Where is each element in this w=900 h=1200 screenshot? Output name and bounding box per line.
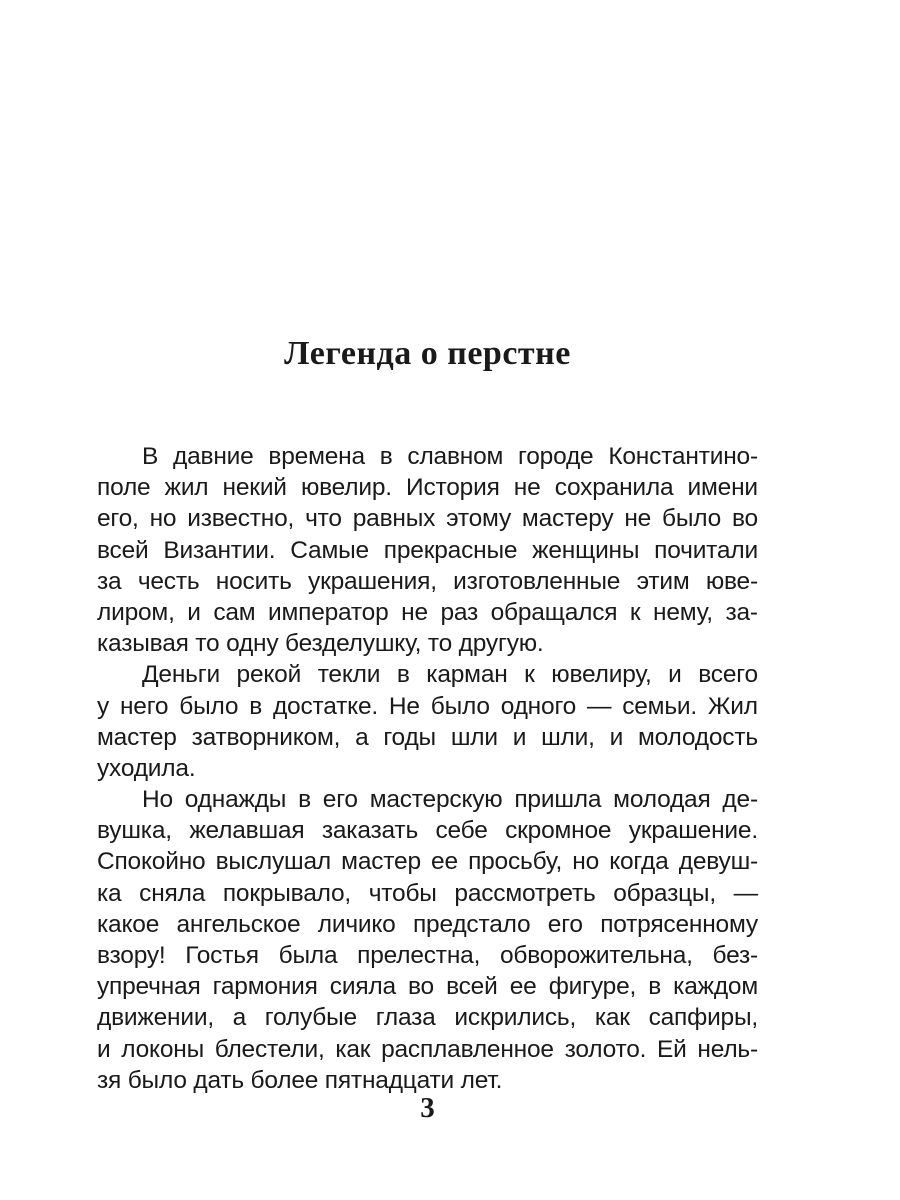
text-line: казывая то одну безделушку, то другую. bbox=[97, 630, 544, 658]
word: сам bbox=[213, 598, 256, 626]
text-line bbox=[142, 441, 758, 472]
word: была bbox=[278, 942, 338, 969]
word: как bbox=[594, 1004, 630, 1032]
text-line bbox=[97, 1034, 758, 1065]
word: и bbox=[97, 1035, 111, 1063]
word: изготовленные bbox=[453, 567, 621, 595]
word: Не bbox=[388, 692, 420, 720]
text-line bbox=[97, 503, 758, 534]
word: желавшая bbox=[189, 817, 305, 845]
word: фигуре, bbox=[548, 973, 637, 1001]
word: девуш- bbox=[678, 848, 758, 876]
text-line bbox=[97, 722, 758, 753]
word: взору! bbox=[97, 942, 166, 969]
text-line: зя было дать более пятнадцати лет. bbox=[97, 1066, 503, 1094]
word: прекрасные bbox=[383, 536, 518, 564]
body-text bbox=[97, 441, 758, 1096]
word: и bbox=[668, 661, 682, 689]
word: карман bbox=[426, 661, 508, 689]
word: всей bbox=[446, 973, 498, 1001]
word: ювелир. bbox=[300, 474, 392, 502]
word: Но bbox=[142, 786, 173, 814]
word: его bbox=[547, 910, 583, 938]
word: этому bbox=[446, 505, 512, 533]
word: давние bbox=[172, 443, 254, 470]
word: чтобы bbox=[368, 879, 437, 907]
word: обворожительна, bbox=[499, 942, 693, 969]
word: сапфиры, bbox=[648, 1004, 758, 1032]
text-line bbox=[97, 971, 758, 1002]
word: было bbox=[179, 692, 239, 720]
word: глаза bbox=[375, 1004, 436, 1032]
word: почитали bbox=[654, 536, 758, 564]
word: одного bbox=[500, 692, 577, 720]
word: у bbox=[97, 692, 110, 720]
word: мастеру bbox=[521, 505, 614, 533]
text-line bbox=[142, 659, 758, 690]
word: образцы, bbox=[613, 879, 716, 907]
word: личико bbox=[317, 910, 396, 938]
word: Гостья bbox=[185, 942, 259, 969]
word: нель- bbox=[697, 1035, 758, 1063]
word: за- bbox=[725, 598, 758, 626]
word: де- bbox=[722, 786, 758, 814]
word: всей bbox=[97, 536, 149, 564]
word: но bbox=[149, 505, 177, 533]
word: — bbox=[586, 692, 612, 720]
word: шли, bbox=[541, 723, 595, 751]
word: во bbox=[408, 973, 434, 1001]
word: юве- bbox=[705, 567, 758, 595]
word: его bbox=[322, 786, 358, 814]
word: украшение. bbox=[628, 817, 758, 845]
word: к bbox=[524, 661, 535, 689]
word: Жил bbox=[707, 692, 758, 720]
word: семьи. bbox=[622, 692, 697, 720]
word: раз bbox=[440, 598, 479, 626]
word: просьбу, bbox=[468, 848, 563, 876]
word: мастерскую bbox=[369, 786, 503, 814]
text-line bbox=[97, 940, 758, 971]
word: Ей bbox=[657, 1035, 687, 1063]
word: во bbox=[731, 505, 758, 533]
word: городе bbox=[518, 443, 594, 470]
word: — bbox=[733, 879, 758, 907]
word: ювелиру, bbox=[551, 661, 652, 689]
word: в bbox=[648, 973, 662, 1001]
word: в bbox=[379, 443, 393, 470]
word: Византии. bbox=[163, 536, 276, 564]
word: скромное bbox=[505, 817, 612, 845]
word: рекой bbox=[236, 661, 302, 689]
word: предстало bbox=[412, 910, 531, 938]
word: имени bbox=[687, 474, 758, 502]
page-number: 3 bbox=[420, 1092, 435, 1124]
word: него bbox=[119, 692, 169, 720]
word: нему, bbox=[653, 598, 713, 626]
word: движении, bbox=[97, 1004, 214, 1032]
word: в bbox=[396, 661, 410, 689]
word: затворником, bbox=[191, 723, 341, 751]
word: гармония bbox=[212, 973, 318, 1001]
text-line bbox=[97, 846, 758, 877]
word: выслушал bbox=[215, 848, 332, 876]
word: и bbox=[609, 723, 624, 751]
word: этим bbox=[636, 567, 690, 595]
word: История bbox=[406, 474, 500, 502]
word: не bbox=[624, 505, 652, 533]
word: было bbox=[430, 692, 490, 720]
word: жил bbox=[164, 474, 209, 502]
word: за bbox=[97, 567, 122, 595]
word: и bbox=[512, 723, 527, 751]
word: упречная bbox=[97, 973, 201, 1001]
word: Деньги bbox=[142, 661, 220, 689]
word: его, bbox=[97, 505, 139, 533]
word: молодость bbox=[637, 723, 758, 751]
text-line bbox=[97, 535, 758, 566]
word: без- bbox=[712, 942, 758, 969]
word: Константино- bbox=[608, 443, 758, 470]
text-line bbox=[97, 878, 758, 909]
word: Спокойно bbox=[97, 848, 206, 876]
text-line: уходила. bbox=[97, 754, 196, 782]
word: украшения, bbox=[308, 567, 437, 595]
word: лиром, bbox=[97, 598, 175, 626]
text-line bbox=[97, 566, 758, 597]
word: сияла bbox=[329, 973, 396, 1001]
text-line bbox=[97, 815, 758, 846]
word: рассмотреть bbox=[454, 879, 596, 907]
word: как bbox=[335, 1035, 371, 1063]
word: шли bbox=[450, 723, 498, 751]
word: мастер bbox=[341, 848, 421, 876]
word: а bbox=[232, 1004, 247, 1032]
word: не bbox=[513, 474, 541, 502]
word: женщины bbox=[532, 536, 640, 564]
word: каждом bbox=[673, 973, 758, 1001]
word: ка bbox=[97, 879, 122, 907]
word: мастер bbox=[97, 723, 177, 751]
text-line bbox=[142, 784, 758, 815]
word: покрывало, bbox=[222, 879, 352, 907]
word: себе bbox=[435, 817, 488, 845]
chapter-title: Легенда о перстне bbox=[284, 335, 571, 372]
word: золото. bbox=[564, 1035, 647, 1063]
word: к bbox=[629, 598, 641, 626]
word: сняла bbox=[139, 879, 206, 907]
word: пришла bbox=[514, 786, 602, 814]
word: искрились, bbox=[454, 1004, 577, 1032]
word: ангельское bbox=[176, 910, 301, 938]
word: В bbox=[142, 443, 159, 470]
word: славном bbox=[407, 443, 504, 470]
word: поле bbox=[97, 474, 151, 502]
word: ее bbox=[509, 973, 537, 1001]
word: ее bbox=[431, 848, 458, 876]
word: локоны bbox=[121, 1035, 204, 1063]
word: времена bbox=[268, 443, 365, 470]
text-line bbox=[97, 472, 758, 503]
word: некий bbox=[222, 474, 287, 502]
text-line bbox=[97, 909, 758, 940]
word: не bbox=[401, 598, 428, 626]
word: вушка, bbox=[97, 817, 172, 845]
text-line bbox=[97, 1002, 758, 1033]
word: обращался bbox=[490, 598, 618, 626]
word: в bbox=[249, 692, 263, 720]
word: молодая bbox=[613, 786, 711, 814]
text-line bbox=[97, 691, 758, 722]
word: известно, bbox=[187, 505, 295, 533]
word: Самые bbox=[290, 536, 369, 564]
word: было bbox=[662, 505, 722, 533]
word: равных bbox=[352, 505, 436, 533]
text-line bbox=[97, 597, 758, 628]
word: сохранила bbox=[554, 474, 674, 502]
word: когда bbox=[609, 848, 669, 876]
word: император bbox=[268, 598, 389, 626]
word: в bbox=[298, 786, 311, 814]
word: голубые bbox=[264, 1004, 357, 1032]
word: а bbox=[355, 723, 369, 751]
word: и bbox=[187, 598, 201, 626]
word: расплавленное bbox=[381, 1035, 554, 1063]
word: блестели, bbox=[214, 1035, 325, 1063]
word: какое bbox=[97, 910, 160, 938]
word: заказать bbox=[321, 817, 419, 845]
word: прелестна, bbox=[357, 942, 481, 969]
word: всего bbox=[698, 661, 758, 689]
word: носить bbox=[215, 567, 292, 595]
word: годы bbox=[383, 723, 436, 751]
word: потрясенному bbox=[600, 910, 758, 938]
word: достатке. bbox=[272, 692, 379, 720]
word: однажды bbox=[184, 786, 287, 814]
word: что bbox=[305, 505, 342, 533]
word: но bbox=[572, 848, 600, 876]
word: текли bbox=[317, 661, 381, 689]
word: честь bbox=[137, 567, 200, 595]
